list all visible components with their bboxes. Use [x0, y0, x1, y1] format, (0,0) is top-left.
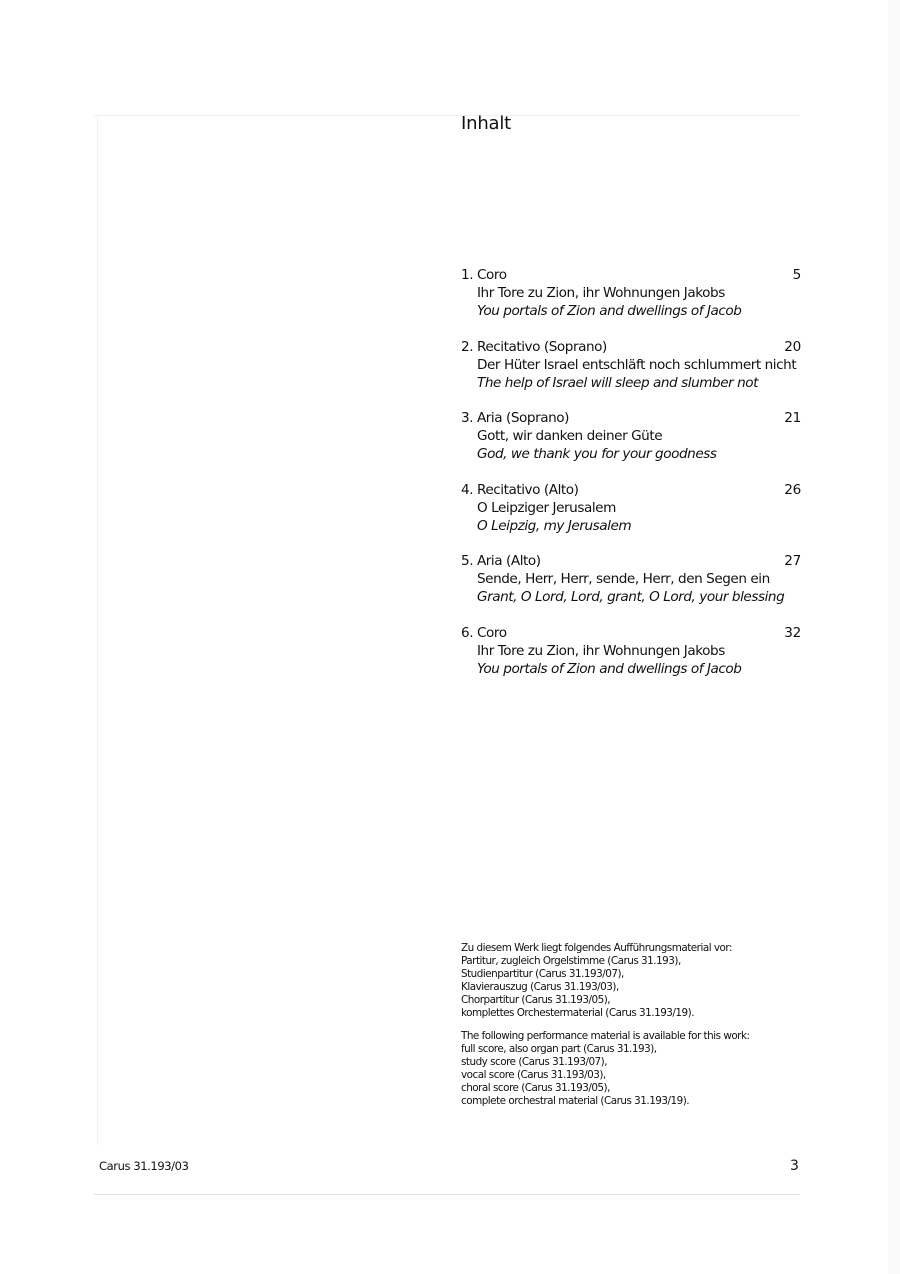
toc-german-text: Sende, Herr, Herr, sende, Herr, den Segen ein: [477, 571, 770, 588]
material-line: choral score (Carus 31.193/05),: [461, 1082, 610, 1095]
toc-german-text: Gott, wir danken deiner Güte: [477, 428, 663, 445]
material-line: complete orchestral material (Carus 31.193/19).: [461, 1094, 690, 1107]
toc-english-text: God, we thank you for your goodness: [477, 446, 717, 463]
toc-entry: [461, 409, 803, 481]
material-line: komplettes Orchestermaterial (Carus 31.193/19).: [461, 1006, 694, 1019]
material-line: vocal score (Carus 31.193/03),: [461, 1069, 606, 1082]
toc-english-text: Grant, O Lord, Lord, grant, O Lord, your blessing: [477, 589, 785, 606]
table-of-contents: [461, 266, 803, 695]
toc-page-number: 26: [784, 481, 801, 498]
toc-english-text: O Leipzig, my Jerusalem: [477, 517, 632, 534]
material-line: The following performance material is available for this work:: [461, 1030, 750, 1043]
toc-movement-title: 2. Recitativo (Soprano): [461, 338, 607, 355]
toc-movement-title: 6. Coro: [461, 624, 507, 641]
toc-entry: [461, 624, 803, 696]
material-line: Chorpartitur (Carus 31.193/05),: [461, 993, 611, 1006]
performance-material-note: [461, 942, 791, 1119]
toc-movement-title: 3. Aria (Soprano): [461, 410, 569, 426]
material-line: study score (Carus 31.193/07),: [461, 1056, 608, 1069]
material-line: Partitur, zugleich Orgelstimme (Carus 31.193),: [461, 954, 681, 967]
toc-page-number: 20: [784, 338, 801, 355]
toc-page-number: 21: [784, 410, 801, 426]
page-frame-top: [94, 115, 800, 116]
toc-movement-title: 5. Aria (Alto): [461, 553, 541, 569]
toc-entry: [461, 481, 803, 553]
toc-german-text: Ihr Tore zu Zion, ihr Wohnungen Jakobs: [477, 285, 725, 302]
toc-movement-title: 1. Coro: [461, 267, 507, 283]
toc-movement-title: 4. Recitativo (Alto): [461, 481, 579, 498]
material-line: Zu diesem Werk liegt folgendes Aufführungsmaterial vor:: [461, 942, 732, 954]
toc-entry: [461, 266, 803, 338]
footer-catalog-code: Carus 31.193/03: [99, 1159, 189, 1173]
page-frame-left: [97, 115, 98, 1145]
toc-german-text: Ihr Tore zu Zion, ihr Wohnungen Jakobs: [477, 642, 725, 659]
page-edge: [888, 0, 900, 1274]
toc-english-text: The help of Israel will sleep and slumber not: [477, 374, 759, 391]
page-heading: Inhalt: [461, 113, 512, 134]
toc-german-text: O Leipziger Jerusalem: [477, 499, 616, 516]
toc-entry: [461, 552, 803, 624]
material-line: full score, also organ part (Carus 31.193),: [461, 1043, 657, 1056]
toc-page-number: 32: [784, 624, 801, 641]
footer-page-number: 3: [790, 1158, 799, 1174]
toc-page-number: 27: [784, 553, 801, 569]
toc-entry: [461, 338, 803, 410]
material-english: [461, 1030, 791, 1107]
toc-german-text: Der Hüter Israel entschläft noch schlummert nicht: [477, 356, 797, 373]
material-line: Klavierauszug (Carus 31.193/03),: [461, 980, 619, 993]
material-line: Studienpartitur (Carus 31.193/07),: [461, 967, 624, 980]
toc-english-text: You portals of Zion and dwellings of Jacob: [477, 303, 742, 320]
page-frame-bottom: [94, 1194, 800, 1195]
material-german: [461, 942, 791, 1019]
toc-page-number: 5: [792, 267, 801, 283]
toc-english-text: You portals of Zion and dwellings of Jacob: [477, 660, 742, 677]
